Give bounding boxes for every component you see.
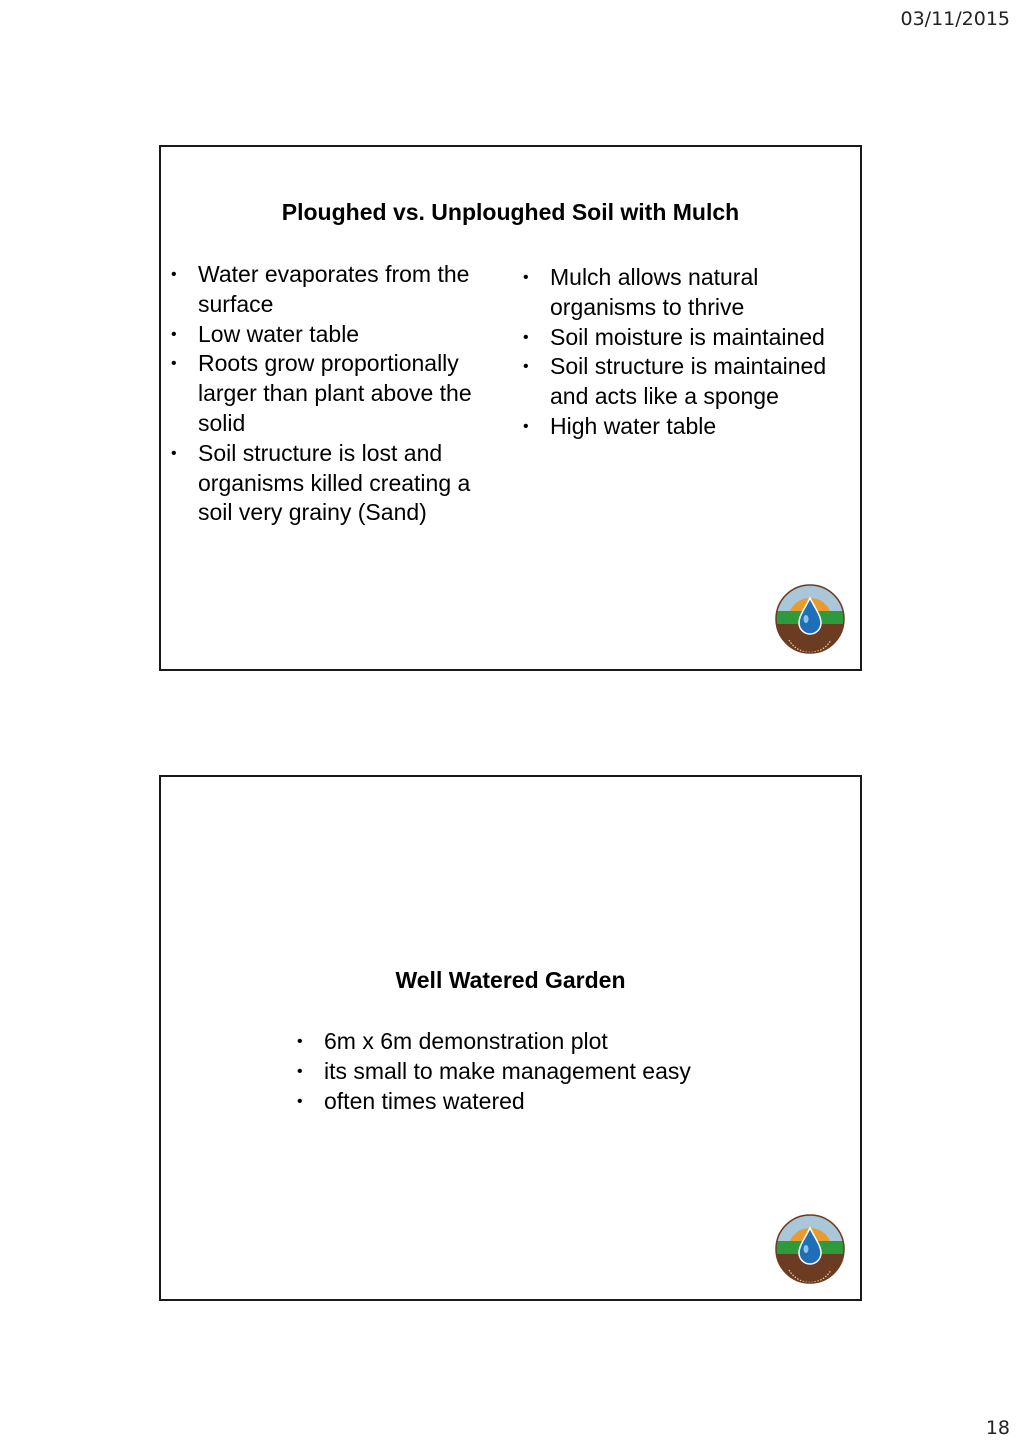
bullet-icon: • [523,269,529,286]
list-item: • Mulch allows natural organisms to thrive [523,264,759,320]
bullet-icon: • [523,417,529,435]
bullet-list [288,1027,738,1116]
bullet-icon: • [171,444,177,462]
bullet-icon: • [297,1092,303,1110]
list-item: • Soil structure is lost and organisms killed creating a soil very grainy (Sand) [171,439,471,526]
water-drop-logo-icon [775,584,845,654]
slide-ploughed-vs-unploughed [159,145,862,671]
slide-well-watered-garden [159,775,862,1301]
list-item: • Roots grow proportionally larger than plant above the solid [171,350,472,436]
bullet-icon: • [297,1062,303,1080]
slide-title: Ploughed vs. Unploughed Soil with Mulch [281,199,740,225]
list-item: • often times watered [288,1087,738,1117]
left-bullet-list [162,260,502,528]
list-item: • Low water table [162,320,502,350]
list-item: • Soil moisture is maintained [514,323,859,353]
slide-title: Well Watered Garden [395,967,626,993]
page-number: 18 [985,1417,1010,1439]
list-item: • Soil structure is maintained and acts like a sponge [523,353,827,410]
list-item: • its small to make management easy [288,1057,738,1087]
list-item: • Water evaporates from the surface [171,261,470,317]
bullet-icon: • [297,1033,303,1050]
water-drop-logo-icon [775,1214,845,1284]
bullet-icon: • [523,328,529,346]
right-bullet-list [514,263,859,442]
bullet-icon: • [171,325,177,343]
bullet-icon: • [171,266,177,283]
list-item: • High water table [514,412,859,442]
bullet-icon: • [171,355,177,373]
list-item: • 6m x 6m demonstration plot [288,1027,738,1057]
page-date: 03/11/2015 [900,8,1010,30]
bullet-icon: • [523,358,529,376]
